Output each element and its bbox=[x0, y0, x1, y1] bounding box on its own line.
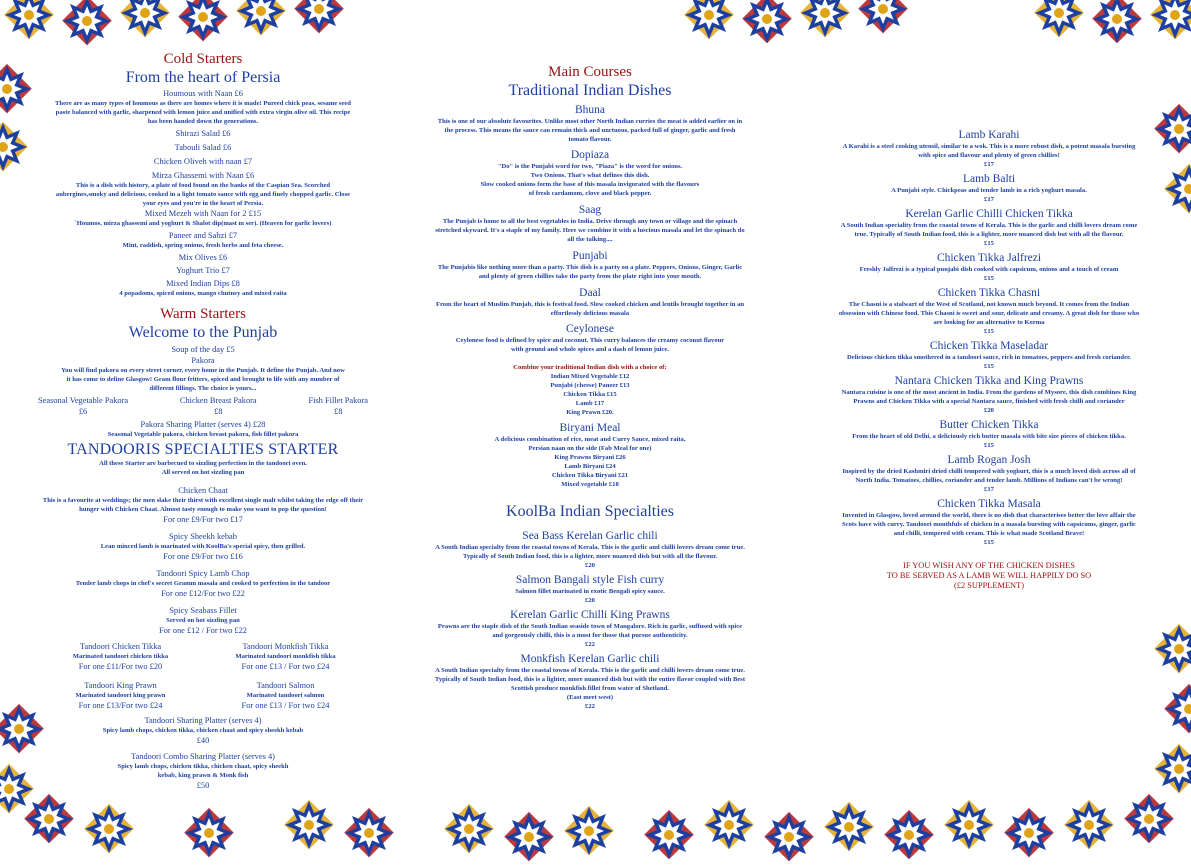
lamb-substitution-note: IF YOU WISH ANY OF THE CHICKEN DISHES bbox=[903, 561, 1075, 570]
item-price: £17 bbox=[984, 196, 994, 203]
dish-heading: Butter Chicken Tikka bbox=[939, 419, 1039, 431]
star-tile-icon bbox=[940, 796, 998, 854]
menu-item: Fish Fillet Pakora bbox=[308, 396, 368, 405]
biryani-option: King Prawns Biryani £26 bbox=[554, 454, 626, 461]
item-price: £15 bbox=[984, 328, 994, 335]
cold-starters-heading: Cold Starters bbox=[163, 51, 243, 67]
item-description: Marinated tandoori king prawn bbox=[75, 692, 166, 699]
item-price: £17 bbox=[984, 486, 994, 493]
item-description: kebab, king prawn & Monk fish bbox=[157, 772, 249, 779]
item-description: Spicy lamb chops, chicken tikka, chicken chaat, spicy sheekh bbox=[117, 763, 289, 770]
item-price: £15 bbox=[984, 442, 994, 449]
protein-option: Lamb £17 bbox=[575, 400, 605, 407]
item-price: £15 bbox=[984, 539, 994, 546]
item-description: Seasonal Vegetable pakora, chicken breast pakora, fish fillet pakora bbox=[107, 431, 299, 438]
item-price: For one £11/For two £20 bbox=[78, 662, 163, 671]
menu-item: Shirazi Salad £6 bbox=[175, 129, 231, 138]
menu-item: Mirza Ghassemi with Naan £6 bbox=[151, 171, 255, 180]
menu-item: Tandoori King Prawn bbox=[84, 681, 157, 690]
star-tile-icon bbox=[290, 0, 348, 38]
lamb-substitution-note: (£2 SUPPLEMENT) bbox=[953, 581, 1025, 590]
item-description: Served on hot sizzling pan bbox=[166, 617, 240, 624]
star-tile-icon bbox=[796, 0, 854, 42]
star-tile-icon bbox=[440, 800, 498, 858]
menu-item: Tandoori Monkfish Tikka bbox=[242, 642, 329, 651]
star-tile-icon bbox=[500, 808, 558, 866]
item-price: £15 bbox=[984, 240, 994, 247]
item-description: Spicy lamb chops, chicken tikka, chicken chaat and spicy sheekh kebab bbox=[102, 727, 304, 734]
dish-heading: Saag bbox=[578, 204, 602, 216]
item-description: This is a dish with history, a plate of food found on the banks of the Caspian Sea. Scorched aubergines,smoky and delicious, cooked in a light tomato sauce with egg and finely chopped garlic. Close your eyes and you're in the heart of Persia. bbox=[55, 182, 351, 207]
combine-note: Combine your traditional Indian dish with a choice of: bbox=[513, 364, 667, 371]
star-tile-icon bbox=[640, 806, 698, 864]
protein-option: Punjabi (cheese) Paneer £13 bbox=[550, 382, 630, 389]
item-description: Salmon fillet marinated in exotic Bengali spicy sauce. bbox=[515, 588, 665, 595]
item-description: A South Indian specialty from the coastal towns of Kerala. This is the garlic and chilli lovers dream come true. Typically of South Indian food, this is a lighter, more nuanced dish but with the entire flavor coupled with Best Scottish produce monkfish fillet from water of Shetland. bbox=[434, 667, 746, 692]
dish-heading: Daal bbox=[579, 287, 601, 299]
item-description: Tender lamb chops in chef's secret Gramm masala and cooked to perfection in the tandoor bbox=[75, 580, 331, 587]
star-tile-icon bbox=[0, 60, 36, 118]
star-tile-icon bbox=[1146, 0, 1191, 44]
item-description: A delicious combination of rice, meat and Curry Sauce, mixed raita, bbox=[494, 436, 686, 443]
warm-starters-heading: Warm Starters bbox=[160, 306, 246, 322]
protein-option: Indian Mixed Vegetable £12 bbox=[550, 373, 630, 380]
item-description: This is a favourite at weddings; the men slake their thirst with excellent single malt whilst taking the edge off their hunger with Chicken Chaat. Almost tasty enough to make you want to pop the question! bbox=[42, 497, 364, 513]
star-tile-icon bbox=[1160, 680, 1191, 738]
item-description: You will find pakora on every street corner, every home in the Punjab. It define the Punjab. And now it has come to define Glasgow! Gram flour fritters, spiced and brought to life with any number of different fillings. The choice is yours... bbox=[61, 367, 345, 392]
star-tile-icon bbox=[560, 802, 618, 860]
item-description: A Karahi is a steel cooking utensil, similar to a wok. This is a more robust dish, a potent masala bursting with spice and flavour and plenty of green chillies! bbox=[842, 143, 1136, 159]
tandoori-heading: TANDOORIS SPECIALTIES STARTER bbox=[67, 441, 339, 458]
tandoori-pair bbox=[38, 680, 368, 711]
star-tile-icon bbox=[1150, 620, 1191, 678]
item-description: There are as many types of houmous as there are homes where it is made! Pureed chick peas, sesame seed paste balanced with garlic, sharpened with lemon juice and unified with extra virgin olive oil. This recipe has been handed down the generations. bbox=[55, 100, 351, 125]
item-description: Marinated tandoori chicken tikka bbox=[72, 653, 169, 660]
item-price: For one £12/For two £22 bbox=[161, 589, 245, 598]
star-tile-icon bbox=[1120, 790, 1178, 848]
dish-heading: Sea Bass Kerelan Garlic chili bbox=[522, 530, 658, 542]
item-description: Inspired by the dried Kashmiri dried chilli tempered with yoghurt, this is a much loved dish across all of North India. Tomatoes, chillies, coriander and tender lamb. Millions of Indians can't be wrong! bbox=[842, 468, 1136, 484]
item-description: "Do" is the Punjabi word for two, "Piaza" is the word for onions. bbox=[497, 163, 683, 170]
item-description: Slow cooked onions form the base of this masala invigorated with the flavours of fresh cardamom, clove and black pepper. bbox=[480, 181, 700, 197]
menu-item: Mix Olives £6 bbox=[178, 253, 228, 262]
item-price: £15 bbox=[984, 275, 994, 282]
item-description: `Houmos, mirza ghassemi and yoghurt & Shalot dip(mast m ser). (Heaven for garlic lovers) bbox=[74, 220, 332, 227]
item-description: Marinated tandoori salmon bbox=[246, 692, 325, 699]
cold-starters-subheading: From the heart of Persia bbox=[125, 69, 281, 86]
item-price: £22 bbox=[585, 641, 595, 648]
pakora-options bbox=[38, 395, 368, 417]
star-tile-icon bbox=[116, 0, 174, 42]
menu-item: Tandoori Spicy Lamb Chop bbox=[156, 569, 250, 578]
item-price: £20 bbox=[585, 562, 595, 569]
item-description: Lean minced lamb is marinated with KoolBa's special spicy, then grilled. bbox=[100, 543, 306, 550]
dish-heading: Kerelan Garlic Chilli King Prawns bbox=[510, 609, 670, 621]
dish-heading: Punjabi bbox=[572, 250, 608, 262]
protein-option: King Prawn £20. bbox=[566, 409, 614, 416]
star-tile-icon bbox=[738, 0, 796, 48]
item-description: Delicious chicken tikka smothered in a tandoori sauce, rich in tomatoes, peppers and fresh coriander. bbox=[847, 354, 1131, 361]
item-price: £20 bbox=[585, 597, 595, 604]
menu-item: Mixed Mezeh with Naan for 2 £15 bbox=[144, 209, 262, 218]
star-tile-icon bbox=[58, 0, 116, 50]
dish-heading: Lamb Balti bbox=[962, 173, 1016, 185]
item-description: This is one of our absolute favourites. Unlike most other North Indian curries the meat is added earlier on in the process. This means the sauce can remain thick and unctuous, packed full of ginger, garlic and fresh tomato flavour. bbox=[437, 118, 743, 143]
item-price: £40 bbox=[196, 736, 210, 745]
dish-heading: Chicken Tikka Jalfrezi bbox=[936, 252, 1042, 264]
star-tile-icon bbox=[20, 790, 78, 848]
item-price: £8 bbox=[214, 407, 223, 416]
star-tile-icon bbox=[760, 808, 818, 866]
star-tile-icon bbox=[232, 0, 290, 40]
menu-item: Paneer and Sabzi £7 bbox=[168, 231, 238, 240]
star-tile-icon bbox=[1150, 740, 1191, 798]
biryani-option: Lamb Biryani £24 bbox=[564, 463, 616, 470]
item-price: For one £13/For two £24 bbox=[78, 701, 163, 710]
star-tile-icon bbox=[0, 118, 32, 176]
item-description: Freshly Jalfrezi is a typical punjabi dish cooked with capsicum, onions and a touch of cream bbox=[859, 266, 1119, 273]
star-tile-icon bbox=[1150, 100, 1191, 158]
dish-heading: Lamb Rogan Josh bbox=[947, 454, 1031, 466]
koolba-specialties-heading: KoolBa Indian Specialties bbox=[506, 503, 674, 520]
dish-heading: Monkfish Kerelan Garlic chili bbox=[520, 653, 660, 665]
item-price: For one £13 / For two £24 bbox=[241, 701, 330, 710]
item-description: The Punjabis like nothing more than a party. This dish is a party on a plate. Peppers, Onions, Ginger, Garlic and plenty of green chillies take the party from the plate right into your mouth. bbox=[437, 264, 743, 280]
right-column bbox=[838, 128, 1140, 591]
left-column bbox=[38, 50, 368, 791]
menu-item: Spicy Seabass Fillet bbox=[169, 606, 237, 615]
item-price: £8 bbox=[334, 407, 343, 416]
lamb-substitution-note: TO BE SERVED AS A LAMB WE WILL HAPPILY DO SO bbox=[886, 571, 1092, 580]
item-price: £20 bbox=[984, 407, 994, 414]
item-description: Two Onions. That's what defines this dish. bbox=[530, 172, 650, 179]
menu-item: Pakora bbox=[191, 356, 215, 365]
dish-heading: Nantara Chicken Tikka and King Prawns bbox=[894, 375, 1084, 387]
dish-heading: Ceylonese bbox=[566, 323, 614, 335]
dish-heading: Chicken Tikka Maseladar bbox=[929, 340, 1049, 352]
star-tile-icon bbox=[1000, 804, 1058, 862]
menu-item: Houmous with Naan £6 bbox=[163, 89, 243, 98]
star-tile-icon bbox=[1030, 0, 1088, 42]
star-tile-icon bbox=[700, 796, 758, 854]
item-price: For one £9/For two £17 bbox=[163, 515, 243, 524]
item-description: Persian naan on the side (Fab Meal for one) bbox=[528, 445, 652, 452]
star-tile-icon bbox=[854, 0, 912, 38]
item-description: Mint, raddish, spring onions, fresh herbs and feta cheese. bbox=[122, 242, 284, 249]
item-description: Marinated tandoori monkfish tikka bbox=[235, 653, 336, 660]
main-courses-subheading: Traditional Indian Dishes bbox=[508, 82, 672, 99]
menu-item: Tandoori Salmon bbox=[256, 681, 315, 690]
star-tile-icon bbox=[680, 0, 738, 44]
item-description: 4 popadoms, spiced onions, mango chutney and mixed raita bbox=[119, 290, 287, 297]
main-courses-heading: Main Courses bbox=[548, 64, 632, 80]
item-description: Prawns are the staple dish of the South Indian seaside town of Mangalore. Rich in garlic, suffused with spice and gorgeously chilli, this is a must for those that pursue authenticity. bbox=[437, 623, 743, 639]
item-description: The Chasni is a stalwart of the West of Scotland, not known much beyond. It comes from the Indian obsession with Chinese food. This Chasni is sweet and sour, delicate and creamy. A great dish for those who are looking for an alternative to Korma bbox=[838, 301, 1140, 326]
item-description: A South Indian specialty from the coastal towns of Kerala. This is the garlic and chilli lovers dream come true. Typically of South Indian food, this is a lighter, more nuanced dish but with all the flavour. bbox=[435, 544, 745, 560]
item-price: £22 bbox=[585, 703, 595, 710]
star-tile-icon bbox=[0, 0, 58, 44]
menu-item: Tabouli Salad £6 bbox=[174, 143, 232, 152]
item-description: From the heart of old Delhi, a deliciously rich butter masala with bite size pieces of chicken tikka. bbox=[852, 433, 1126, 440]
biryani-option: Chicken Tikka Biryani £21 bbox=[551, 472, 629, 479]
menu-item: Soup of the day £5 bbox=[171, 345, 235, 354]
menu-item: Mixed Indian Dips £8 bbox=[166, 279, 240, 288]
dish-heading: Chicken Tikka Chasni bbox=[937, 287, 1041, 299]
item-description: A South Indian speciality from the coastal towns of Kerala. This is the garlic and chilli lovers dream come true. Typically of South Indian food, this is a lighter, more nuanced dish but with all the flavour. bbox=[840, 222, 1138, 238]
item-description: Nantara cuisine is one of the most ancient in India. From the gardens of Mysore, this dish combines King Prawns and Chicken Tikka with a special Nantara sauce, finished with fresh chilli and coriander bbox=[841, 389, 1137, 405]
item-price: £17 bbox=[984, 161, 994, 168]
biryani-option: Mixed vegetable £18 bbox=[561, 481, 619, 488]
star-tile-icon bbox=[880, 806, 938, 864]
tandoori-pair bbox=[38, 641, 368, 672]
star-tile-icon bbox=[1060, 796, 1118, 854]
star-tile-icon bbox=[180, 804, 238, 862]
section-description: All these Starter are barbecued to sizzling perfection in the tandoori oven. bbox=[99, 460, 307, 467]
dish-heading: Kerelan Garlic Chilli Chicken Tikka bbox=[905, 208, 1073, 220]
menu-item: Chicken Oliveh with naan £7 bbox=[153, 157, 253, 166]
item-price: £15 bbox=[984, 363, 994, 370]
item-price: For one £9/For two £16 bbox=[163, 552, 243, 561]
menu-item: Chicken Chaat bbox=[178, 486, 228, 495]
dish-heading: Biryani Meal bbox=[559, 422, 621, 434]
dish-heading: Dopiaza bbox=[570, 149, 610, 161]
star-tile-icon bbox=[820, 798, 878, 856]
star-tile-icon bbox=[340, 804, 398, 862]
star-tile-icon bbox=[174, 0, 232, 46]
star-tile-icon bbox=[280, 796, 338, 854]
dish-heading: Chicken Tikka Masala bbox=[937, 498, 1041, 510]
middle-column bbox=[434, 63, 746, 711]
dish-heading: Bhuna bbox=[574, 104, 606, 116]
dish-heading: Lamb Karahi bbox=[958, 129, 1020, 141]
item-note: (East meet west) bbox=[566, 694, 614, 701]
star-tile-icon bbox=[80, 800, 138, 858]
item-price: For one £13 / For two £24 bbox=[241, 662, 330, 671]
menu-item: Yoghurt Trio £7 bbox=[176, 266, 230, 275]
menu-item: Chicken Breast Pakora bbox=[179, 396, 257, 405]
menu-item: Spicy Sheekh kebab bbox=[169, 532, 237, 541]
menu-item: Tandoori Combo Sharing Platter (serves 4) bbox=[131, 752, 275, 761]
star-tile-icon bbox=[1088, 0, 1146, 48]
dish-heading: Salmon Bangali style Fish curry bbox=[515, 574, 665, 586]
menu-item: Seasonal Vegetable Pakora bbox=[38, 396, 129, 405]
item-description: From the heart of Muslim Punjab, this is festival food. Slow cooked chicken and lentils brought together in an effortlessly delicious masala bbox=[435, 301, 745, 317]
menu-item: Pakora Sharing Platter (serves 4) £28 bbox=[140, 420, 266, 429]
item-description: Invented in Glasgow, loved around the world, there is no dish that characterises better the love affair the Scots have with curry. Tandoori mouthfuls of chicken in a masala bursting with capsicums, ginger, garlic and chilli, tempered with cream. This is what made Scotland Brave! bbox=[842, 512, 1136, 537]
item-description: Ceylonese food is defined by spice and coconut. This curry balances the creamy coconut flavour with ground and whole spices and a dash of lemon juice. bbox=[455, 337, 725, 353]
item-description: A Punjabi style. Chickpeas and tender lamb in a rich yoghurt masala. bbox=[891, 187, 1087, 194]
menu-item: Tandoori Sharing Platter (serves 4) bbox=[144, 716, 262, 725]
item-price: £6 bbox=[78, 407, 88, 416]
warm-starters-subheading: Welcome to the Punjab bbox=[128, 324, 278, 341]
menu-item: Tandoori Chicken Tikka bbox=[79, 642, 162, 651]
item-price: £50 bbox=[196, 781, 210, 790]
item-price: For one £12 / For two £22 bbox=[159, 626, 247, 635]
star-tile-icon bbox=[1160, 160, 1191, 218]
section-description: All served on hot sizzling pan bbox=[161, 469, 245, 476]
item-description: The Punjab is home to all the best vegetables in India. Drive through any town or village and the spinach stretched skyward. It's a staple of my family. Here we combine it with a luscious masala and let the spinach do all the talking.... bbox=[435, 218, 745, 243]
protein-option: Chicken Tikka £15 bbox=[563, 391, 617, 398]
